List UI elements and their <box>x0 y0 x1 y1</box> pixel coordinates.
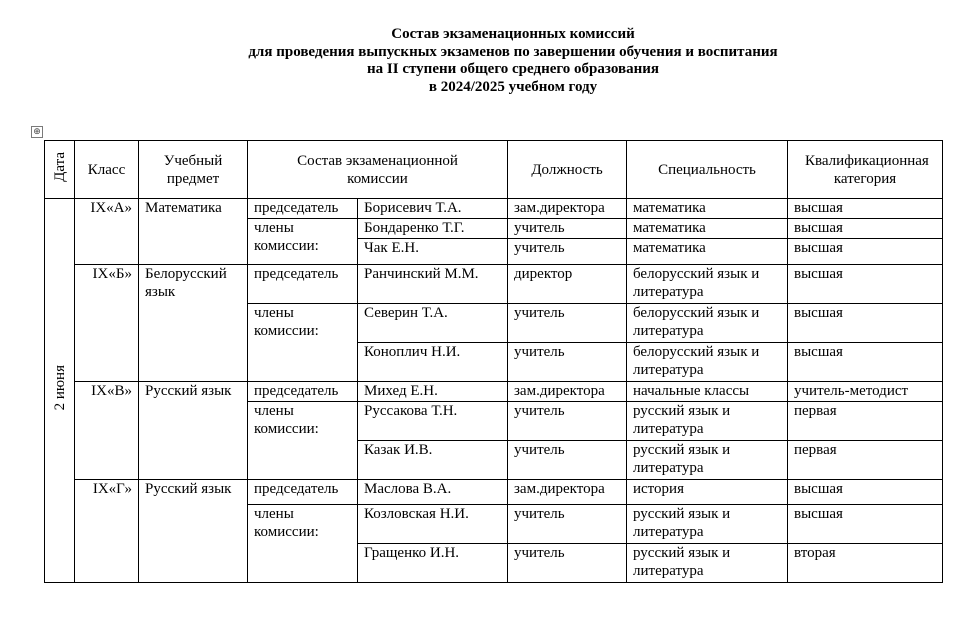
table-row <box>45 265 943 304</box>
title-line-1: Состав экзаменационных комиссий <box>391 26 635 42</box>
table-row <box>45 480 943 505</box>
specialty-cell: математика <box>627 219 788 239</box>
position-cell: учитель <box>508 441 627 480</box>
header-row <box>45 141 943 199</box>
category-cell: высшая <box>788 304 943 343</box>
position-cell: учитель <box>508 239 627 265</box>
category-cell: первая <box>788 441 943 480</box>
name-cell: Коноплич Н.И. <box>358 343 508 382</box>
category-cell: высшая <box>788 480 943 505</box>
class-cell: IX«Б» <box>75 265 139 382</box>
name-cell: Гращенко И.Н. <box>358 544 508 583</box>
category-cell: высшая <box>788 505 943 544</box>
name-cell: Борисевич Т.А. <box>358 199 508 219</box>
role-chair-cell: председатель <box>248 480 358 505</box>
role-members-cell: члены комиссии: <box>248 219 358 265</box>
header-class: Класс <box>75 141 139 199</box>
title-line-2: для проведения выпускных экзаменов по завершении обучения и воспитания <box>248 43 778 60</box>
name-cell: Ранчинский М.М. <box>358 265 508 304</box>
role-chair-cell: председатель <box>248 199 358 219</box>
category-cell: учитель-методист <box>788 382 943 402</box>
role-chair-cell: председатель <box>248 265 358 304</box>
position-cell: зам.директора <box>508 382 627 402</box>
class-cell: IX«Г» <box>75 480 139 583</box>
name-cell: Казак И.В. <box>358 441 508 480</box>
position-cell: учитель <box>508 505 627 544</box>
category-cell: высшая <box>788 199 943 219</box>
table-move-icon[interactable]: ⊕ <box>31 126 43 138</box>
name-cell: Бондаренко Т.Г. <box>358 219 508 239</box>
table-row <box>45 199 943 219</box>
name-cell: Северин Т.А. <box>358 304 508 343</box>
category-cell: высшая <box>788 239 943 265</box>
subject-cell: Математика <box>139 199 248 265</box>
name-cell: Чак Е.Н. <box>358 239 508 265</box>
specialty-cell: русский язык и литература <box>627 402 788 441</box>
position-cell: зам.директора <box>508 199 627 219</box>
header-specialty: Специальность <box>627 141 788 199</box>
role-members-cell: члены комиссии: <box>248 505 358 583</box>
subject-cell: Белорусский язык <box>139 265 248 382</box>
header-subject: Учебный предмет <box>139 141 248 199</box>
date-cell: 2 июня <box>45 199 75 583</box>
specialty-cell: история <box>627 480 788 505</box>
category-cell: высшая <box>788 265 943 304</box>
specialty-cell: математика <box>627 199 788 219</box>
role-chair-cell: председатель <box>248 382 358 402</box>
specialty-cell: белорусский язык и литература <box>627 343 788 382</box>
category-cell: вторая <box>788 544 943 583</box>
position-cell: зам.директора <box>508 480 627 505</box>
name-cell: Михед Е.Н. <box>358 382 508 402</box>
name-cell: Маслова В.А. <box>358 480 508 505</box>
header-position: Должность <box>508 141 627 199</box>
position-cell: директор <box>508 265 627 304</box>
category-cell: первая <box>788 402 943 441</box>
position-cell: учитель <box>508 343 627 382</box>
subject-cell: Русский язык <box>139 480 248 583</box>
document-title <box>0 26 979 96</box>
position-cell: учитель <box>508 402 627 441</box>
position-cell: учитель <box>508 304 627 343</box>
specialty-cell: русский язык и литература <box>627 441 788 480</box>
specialty-cell: русский язык и литература <box>627 505 788 544</box>
name-cell: Руссакова Т.Н. <box>358 402 508 441</box>
class-cell: IX«А» <box>75 199 139 265</box>
specialty-cell: начальные классы <box>627 382 788 402</box>
position-cell: учитель <box>508 544 627 583</box>
category-cell: высшая <box>788 343 943 382</box>
role-members-cell: члены комиссии: <box>248 402 358 480</box>
specialty-cell: русский язык и литература <box>627 544 788 583</box>
header-date: Дата <box>45 141 75 199</box>
specialty-cell: математика <box>627 239 788 265</box>
specialty-cell: белорусский язык и литература <box>627 265 788 304</box>
class-cell: IX«В» <box>75 382 139 480</box>
title-line-4: в 2024/2025 учебном году <box>428 78 598 95</box>
commission-table <box>44 140 943 583</box>
header-category: Квалификационная категория <box>788 141 943 199</box>
specialty-cell: белорусский язык и литература <box>627 304 788 343</box>
table-row <box>45 382 943 402</box>
name-cell: Козловская Н.И. <box>358 505 508 544</box>
header-commission: Состав экзаменационной комиссии <box>248 141 508 199</box>
position-cell: учитель <box>508 219 627 239</box>
category-cell: высшая <box>788 219 943 239</box>
role-members-cell: члены комиссии: <box>248 304 358 382</box>
title-line-3: на II ступени общего среднего образования <box>367 61 659 77</box>
subject-cell: Русский язык <box>139 382 248 480</box>
